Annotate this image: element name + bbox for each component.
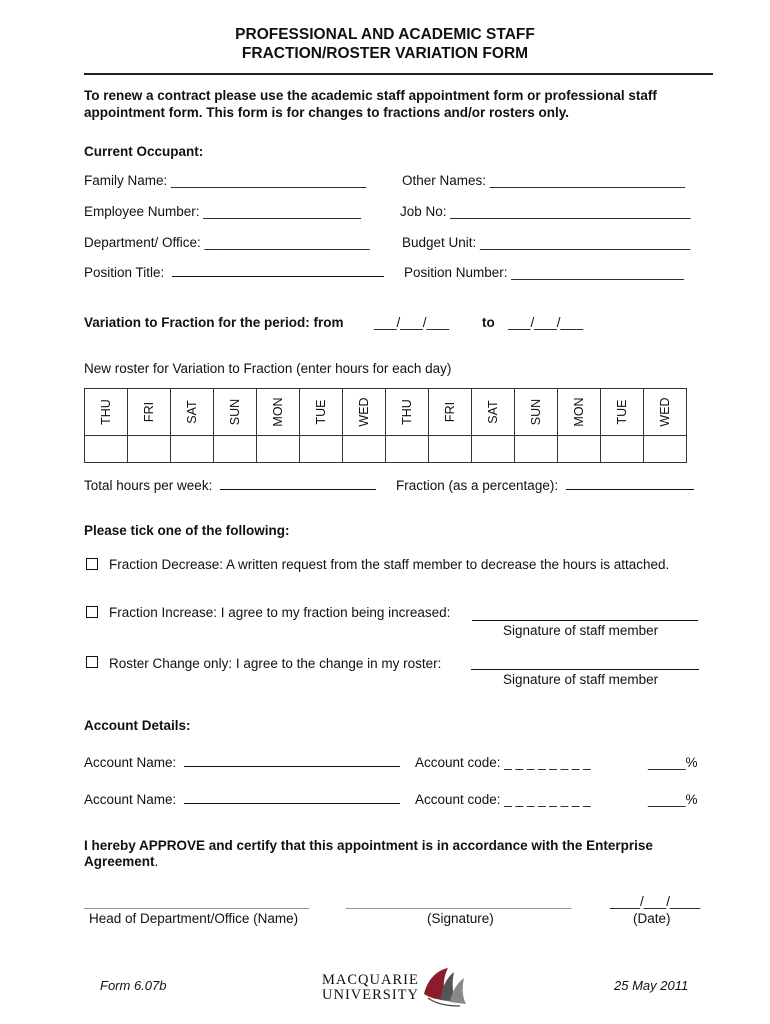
roster-day-header (257, 389, 300, 436)
fraction-decrease-label: Fraction Decrease: A written request from the staff member to decrease the hours is attached. (109, 557, 670, 572)
roster-day-label: MON (572, 397, 586, 427)
roster-hours-cell[interactable] (472, 436, 515, 463)
roster-hours-cell[interactable] (257, 436, 300, 463)
head-name-line[interactable]: ______________________________ (84, 894, 310, 909)
roster-day-label: THU (99, 399, 113, 425)
other-names-field[interactable]: Other Names: __________________________ (402, 173, 685, 188)
fraction-decrease-checkbox[interactable] (86, 558, 98, 570)
agreement-word: Agreement (84, 854, 155, 869)
total-hours-label: Total hours per week: (84, 478, 213, 493)
university-logo (322, 973, 418, 1003)
position-title-label: Position Title: (84, 265, 165, 280)
fraction-increase-checkbox[interactable] (86, 606, 98, 618)
account-name-field-1[interactable] (84, 755, 400, 770)
fraction-percent-label: Fraction (as a percentage): (396, 478, 559, 493)
variation-to-date[interactable]: ___/___/___ (508, 315, 584, 330)
roster-day-header (644, 389, 687, 436)
roster-day-header (601, 389, 644, 436)
roster-hours-cell[interactable] (429, 436, 472, 463)
roster-hours-row (85, 436, 687, 463)
approval-period: . (154, 854, 159, 869)
roster-day-header (558, 389, 601, 436)
form-title-line2: FRACTION/ROSTER VARIATION FORM (241, 45, 529, 62)
logo-text-line1: MACQUARIE (322, 972, 419, 988)
roster-day-label: SAT (185, 400, 199, 424)
roster-hours-cell[interactable] (558, 436, 601, 463)
approval-date-line[interactable]: ____/___/____ (610, 894, 701, 909)
approval-date-caption: (Date) (633, 911, 671, 926)
account-name-label: Account Name: (84, 792, 177, 807)
increase-signature-line[interactable] (472, 620, 698, 621)
roster-day-header (515, 389, 558, 436)
roster-day-label: SAT (486, 400, 500, 424)
roster-day-label: FRI (142, 401, 156, 423)
approval-line2 (84, 854, 158, 869)
roster-header-row (85, 389, 687, 436)
variation-label: Variation to Fraction for the period: from (84, 315, 344, 330)
job-no-field[interactable]: Job No: ________________________________ (400, 204, 691, 219)
roster-day-header (171, 389, 214, 436)
tick-heading: Please tick one of the following: (84, 523, 290, 538)
position-title-line[interactable] (172, 276, 384, 277)
account-name-line[interactable] (184, 803, 400, 804)
position-title-field[interactable] (84, 265, 384, 280)
form-number: Form 6.07b (100, 978, 167, 993)
roster-day-label: WED (357, 397, 371, 427)
roster-day-label: TUE (314, 399, 328, 425)
roster-day-header (300, 389, 343, 436)
roster-signature-caption: Signature of staff member (503, 672, 659, 687)
roster-day-label: SUN (228, 398, 242, 426)
roster-day-label: THU (400, 399, 414, 425)
employee-number-field[interactable]: Employee Number: _____________________ (84, 204, 361, 219)
roster-day-label: WED (658, 397, 672, 427)
roster-day-header (214, 389, 257, 436)
increase-signature-caption: Signature of staff member (503, 623, 659, 638)
fraction-percent-line[interactable] (566, 489, 694, 490)
budget-unit-field[interactable]: Budget Unit: ____________________________ (402, 235, 691, 250)
occupant-heading: Current Occupant: (84, 144, 204, 159)
roster-signature-line[interactable] (471, 669, 699, 670)
roster-hours-cell[interactable] (386, 436, 429, 463)
roster-hours-cell[interactable] (171, 436, 214, 463)
roster-day-header (386, 389, 429, 436)
approval-line1: I hereby APPROVE and certify that this appointment is in accordance with the Enterprise (84, 838, 653, 853)
roster-day-header (472, 389, 515, 436)
variation-from-date[interactable]: ___/___/___ (374, 315, 450, 330)
head-name-caption: Head of Department/Office (Name) (89, 911, 299, 926)
department-field[interactable]: Department/ Office: ______________________ (84, 235, 370, 250)
roster-hours-cell[interactable] (343, 436, 386, 463)
roster-table (84, 388, 687, 463)
roster-hours-cell[interactable] (515, 436, 558, 463)
roster-hours-cell[interactable] (644, 436, 687, 463)
roster-hours-cell[interactable] (128, 436, 171, 463)
header-divider (84, 73, 713, 75)
roster-hours-cell[interactable] (85, 436, 128, 463)
account-name-label: Account Name: (84, 755, 177, 770)
roster-change-label: Roster Change only: I agree to the change in my roster: (109, 656, 442, 671)
form-date: 25 May 2011 (614, 978, 689, 993)
roster-day-header (85, 389, 128, 436)
account-name-field-2[interactable] (84, 792, 400, 807)
account-percent-1[interactable]: _____% (648, 755, 698, 770)
account-percent-2[interactable]: _____% (648, 792, 698, 807)
roster-hours-cell[interactable] (214, 436, 257, 463)
roster-hours-cell[interactable] (601, 436, 644, 463)
account-heading: Account Details: (84, 718, 191, 733)
account-code-field-1[interactable]: Account code: _ _ _ _ _ _ _ _ (415, 755, 591, 770)
intro-line1: To renew a contract please use the academic staff appointment form or professional staff (84, 88, 657, 103)
roster-day-header (128, 389, 171, 436)
roster-day-label: TUE (615, 399, 629, 425)
roster-day-label: MON (271, 397, 285, 427)
roster-day-label: SUN (529, 398, 543, 426)
position-number-field[interactable]: Position Number: _______________________ (404, 265, 684, 280)
roster-day-header (429, 389, 472, 436)
fraction-increase-label: Fraction Increase: I agree to my fraction being increased: (109, 605, 451, 620)
logo-emblem-icon (420, 964, 468, 1010)
approval-signature-line[interactable]: ______________________________ (346, 894, 572, 909)
approval-signature-caption: (Signature) (427, 911, 494, 926)
family-name-field[interactable]: Family Name: __________________________ (84, 173, 367, 188)
roster-day-label: FRI (443, 401, 457, 423)
total-hours-field[interactable] (84, 478, 376, 493)
roster-caption: New roster for Variation to Fraction (enter hours for each day) (84, 361, 452, 376)
account-code-field-2[interactable]: Account code: _ _ _ _ _ _ _ _ (415, 792, 591, 807)
roster-hours-cell[interactable] (300, 436, 343, 463)
total-hours-line[interactable] (220, 489, 376, 490)
logo-text-line2: UNIVERSITY (322, 987, 419, 1003)
roster-change-checkbox[interactable] (86, 656, 98, 668)
fraction-percent-field[interactable] (396, 478, 694, 493)
intro-line2: appointment form. This form is for changes to fractions and/or rosters only. (84, 105, 570, 120)
roster-day-header (343, 389, 386, 436)
variation-to-label: to (482, 315, 495, 330)
form-title-line1: PROFESSIONAL AND ACADEMIC STAFF (235, 26, 535, 43)
account-name-line[interactable] (184, 766, 400, 767)
